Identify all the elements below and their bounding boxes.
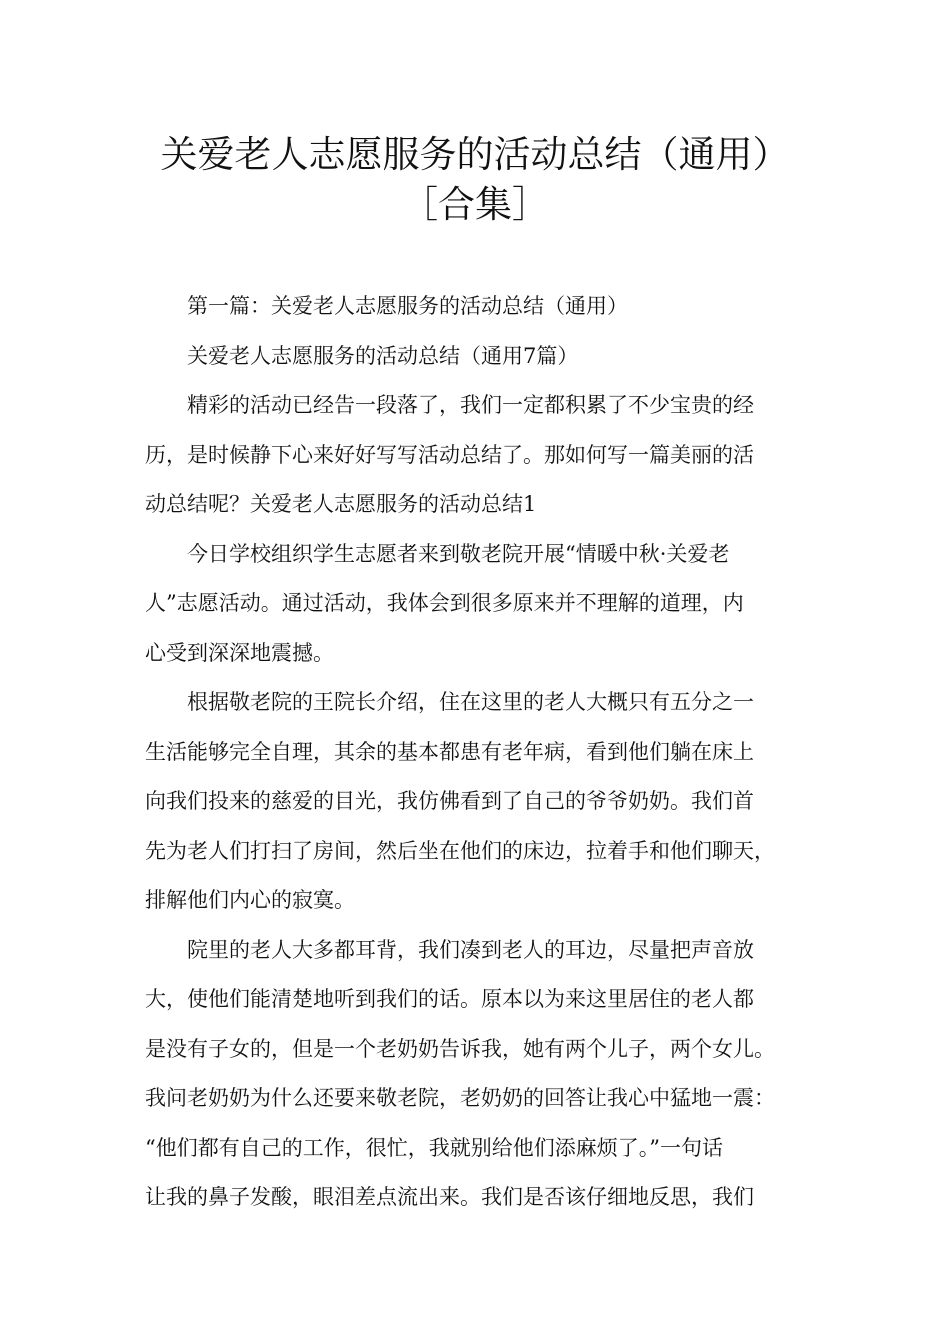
text-line: 心受到深深地震撼。 <box>145 640 334 665</box>
text-line: “他们都有自己的工作，很忙，我就别给他们添麻烦了。”一句话 <box>145 1135 723 1160</box>
text-line: 历，是时候静下心来好好写写活动总结了。那如何写一篇美丽的活 <box>145 442 754 467</box>
text-line: 向我们投来的慈爱的目光，我仿佛看到了自己的爷爷奶奶。我们首 <box>145 789 754 813</box>
paragraph-3 <box>145 678 825 926</box>
text-line: 先为老人们打扫了房间，然后坐在他们的床边，拉着手和他们聊天， <box>145 838 775 863</box>
document-title-line-1: 关爱老人志愿服务的活动总结（通用） <box>160 133 790 176</box>
text-line: 让我的鼻子发酸，眼泪差点流出来。我们是否该仔细地反思，我们 <box>145 1185 754 1209</box>
document-body <box>145 282 825 1223</box>
text-line: 大，使他们能清楚地听到我们的话。原本以为来这里居住的老人都 <box>145 987 754 1011</box>
document-title-line-2: ［合集］ <box>401 183 549 226</box>
text-line: 院里的老人大多都耳背，我们凑到老人的耳边，尽量把声音放 <box>187 937 754 962</box>
text-line: 人”志愿活动。通过活动，我体会到很多原来并不理解的道理，内 <box>145 591 744 615</box>
text-line: 是没有子女的，但是一个老奶奶告诉我，她有两个儿子，两个女儿。 <box>145 1036 775 1061</box>
text-line: 动总结呢？关爱老人志愿服务的活动总结1 <box>145 492 537 516</box>
text-line: 我问老奶奶为什么还要来敬老院，老奶奶的回答让我心中猛地一震： <box>145 1086 775 1110</box>
section-heading: 第一篇：关爱老人志愿服务的活动总结（通用） <box>187 294 628 318</box>
paragraph-1 <box>145 381 825 530</box>
paragraph-2 <box>145 530 825 679</box>
subheading: 关爱老人志愿服务的活动总结（通用7篇） <box>187 343 579 368</box>
text-line: 根据敬老院的王院长介绍，住在这里的老人大概只有五分之一 <box>187 690 754 714</box>
paragraph-4 <box>145 926 825 1223</box>
text-line: 排解他们内心的寂寞。 <box>145 888 355 912</box>
text-line: 生活能够完全自理，其余的基本都患有老年病，看到他们躺在床上 <box>145 739 754 764</box>
text-line: 精彩的活动已经告一段落了，我们一定都积累了不少宝贵的经 <box>187 393 754 417</box>
text-line: 今日学校组织学生志愿者来到敬老院开展“情暖中秋·关爱老 <box>187 541 730 566</box>
